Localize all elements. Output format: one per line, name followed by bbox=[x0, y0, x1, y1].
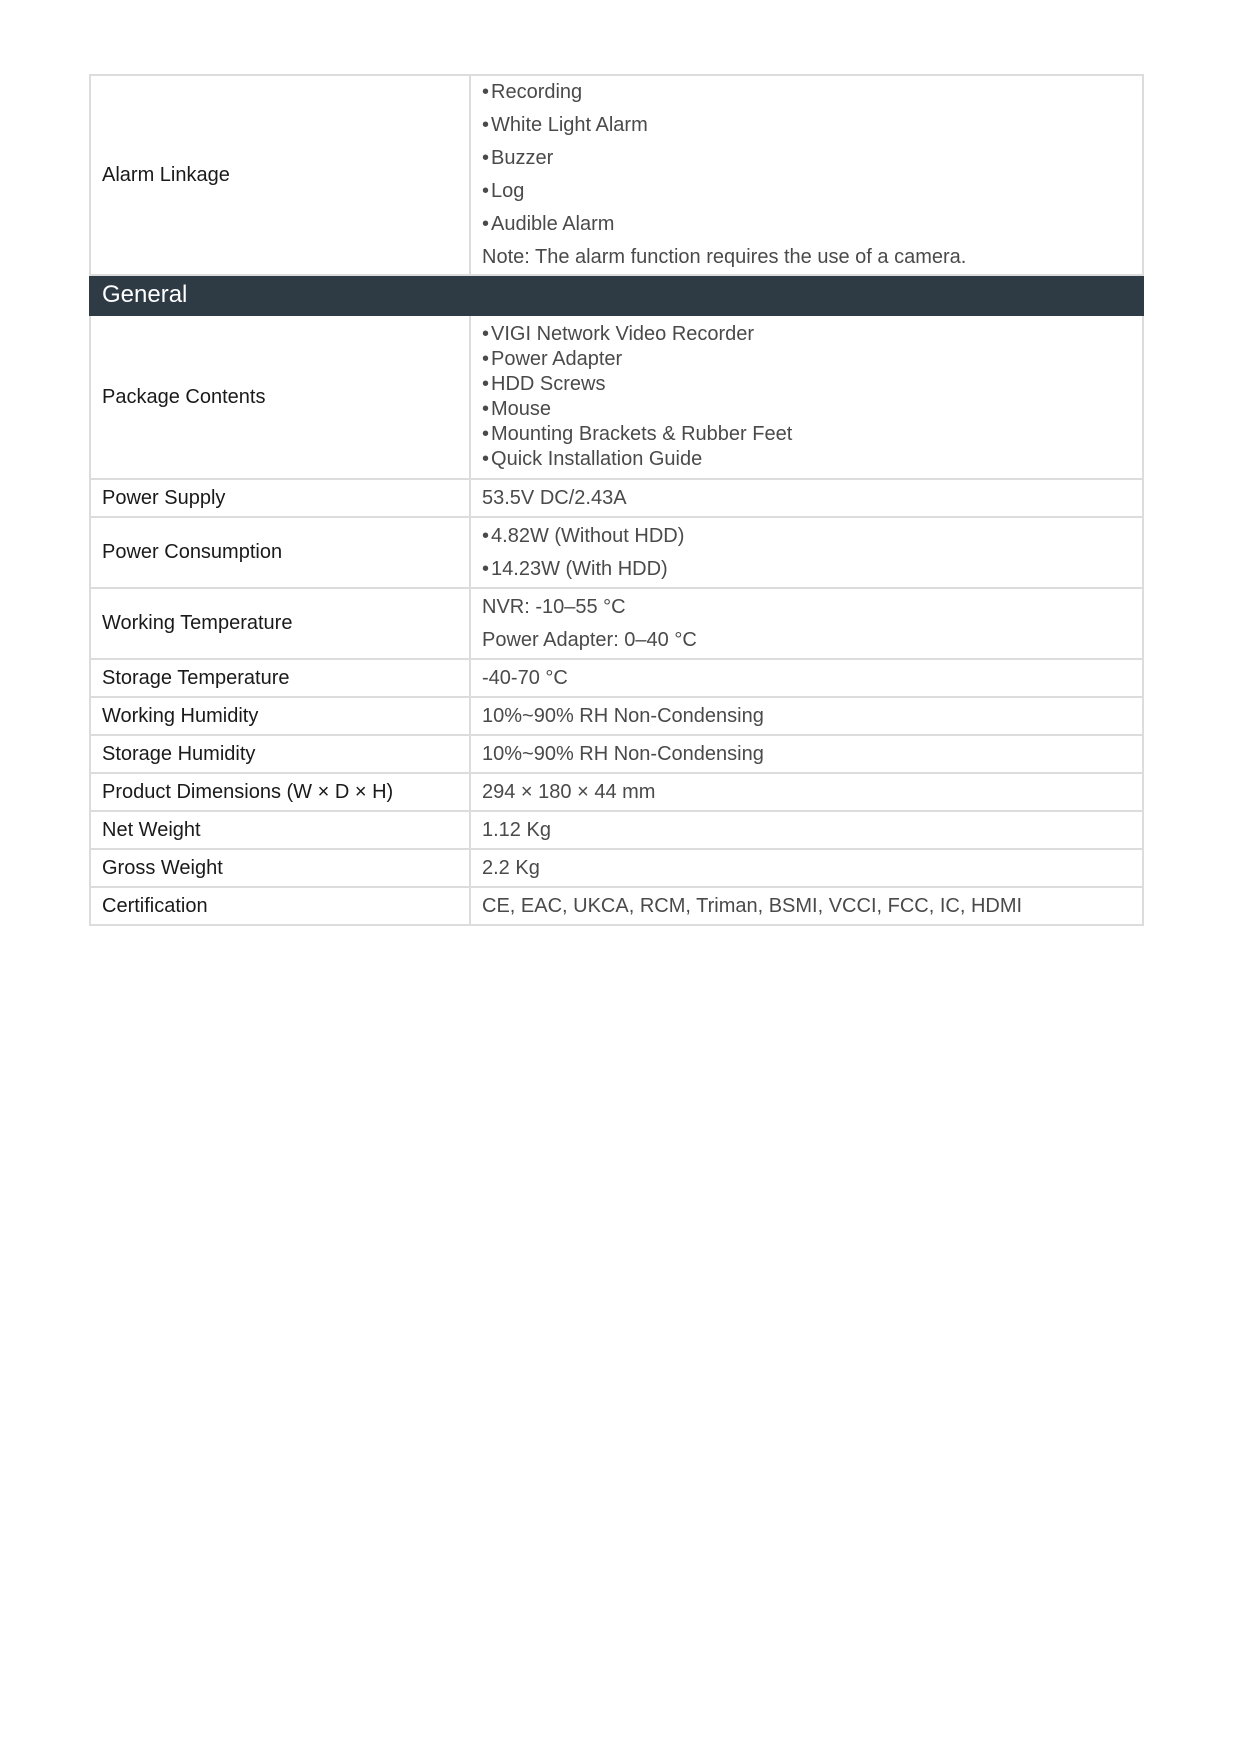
spec-label: Certification bbox=[90, 887, 470, 925]
list-item: • Quick Installation Guide bbox=[482, 447, 1131, 472]
list-item: • Power Adapter bbox=[482, 347, 1131, 372]
spec-value: CE, EAC, UKCA, RCM, Triman, BSMI, VCCI, FCC, IC, HDMI bbox=[470, 887, 1143, 925]
spec-row-power-consumption bbox=[90, 517, 1143, 588]
list-item: • Log bbox=[482, 175, 1131, 208]
spec-row-storage-temperature bbox=[90, 659, 1143, 697]
list-item: • Mounting Brackets & Rubber Feet bbox=[482, 422, 1131, 447]
spec-label: Alarm Linkage bbox=[90, 75, 470, 275]
spec-table bbox=[89, 74, 1144, 926]
spec-value bbox=[470, 517, 1143, 588]
spec-row-working-humidity bbox=[90, 697, 1143, 735]
spec-value bbox=[470, 315, 1143, 479]
spec-label: Working Temperature bbox=[90, 588, 470, 659]
section-header-general bbox=[90, 275, 1143, 315]
list-item: • Mouse bbox=[482, 397, 1131, 422]
spec-label: Storage Humidity bbox=[90, 735, 470, 773]
spec-label: Gross Weight bbox=[90, 849, 470, 887]
spec-value: 10%~90% RH Non-Condensing bbox=[470, 697, 1143, 735]
spec-label: Power Supply bbox=[90, 479, 470, 517]
list-item: • White Light Alarm bbox=[482, 109, 1131, 142]
list-item: • Buzzer bbox=[482, 142, 1131, 175]
spec-label: Storage Temperature bbox=[90, 659, 470, 697]
spec-value: 53.5V DC/2.43A bbox=[470, 479, 1143, 517]
section-title: General bbox=[90, 275, 1143, 315]
spec-label: Power Consumption bbox=[90, 517, 470, 588]
spec-row-certification bbox=[90, 887, 1143, 925]
spec-row-alarm-linkage bbox=[90, 75, 1143, 275]
spec-label: Product Dimensions (W × D × H) bbox=[90, 773, 470, 811]
list-item: • Recording bbox=[482, 76, 1131, 109]
alarm-note: Note: The alarm function requires the use of a camera. bbox=[482, 246, 967, 268]
spec-value: 294 × 180 × 44 mm bbox=[470, 773, 1143, 811]
spec-row-storage-humidity bbox=[90, 735, 1143, 773]
spec-value: 2.2 Kg bbox=[470, 849, 1143, 887]
spec-label: Package Contents bbox=[90, 315, 470, 479]
value-line: Power Adapter: 0–40 °C bbox=[482, 628, 697, 651]
spec-label: Net Weight bbox=[90, 811, 470, 849]
spec-value: -40-70 °C bbox=[470, 659, 1143, 697]
list-item: • HDD Screws bbox=[482, 372, 1131, 397]
spec-row-gross-weight bbox=[90, 849, 1143, 887]
value-line: NVR: -10–55 °C bbox=[482, 595, 626, 618]
spec-row-working-temperature bbox=[90, 588, 1143, 659]
spec-value bbox=[470, 588, 1143, 659]
spec-row-product-dimensions bbox=[90, 773, 1143, 811]
list-item: • VIGI Network Video Recorder bbox=[482, 322, 1131, 347]
spec-value bbox=[470, 75, 1143, 275]
list-item: • Audible Alarm bbox=[482, 208, 1131, 241]
spec-value: 1.12 Kg bbox=[470, 811, 1143, 849]
spec-row-net-weight bbox=[90, 811, 1143, 849]
list-item: • 4.82W (Without HDD) bbox=[482, 520, 1131, 553]
spec-label: Working Humidity bbox=[90, 697, 470, 735]
spec-value: 10%~90% RH Non-Condensing bbox=[470, 735, 1143, 773]
spec-row-power-supply bbox=[90, 479, 1143, 517]
list-item: • 14.23W (With HDD) bbox=[482, 553, 1131, 586]
spec-row-package-contents bbox=[90, 315, 1143, 479]
